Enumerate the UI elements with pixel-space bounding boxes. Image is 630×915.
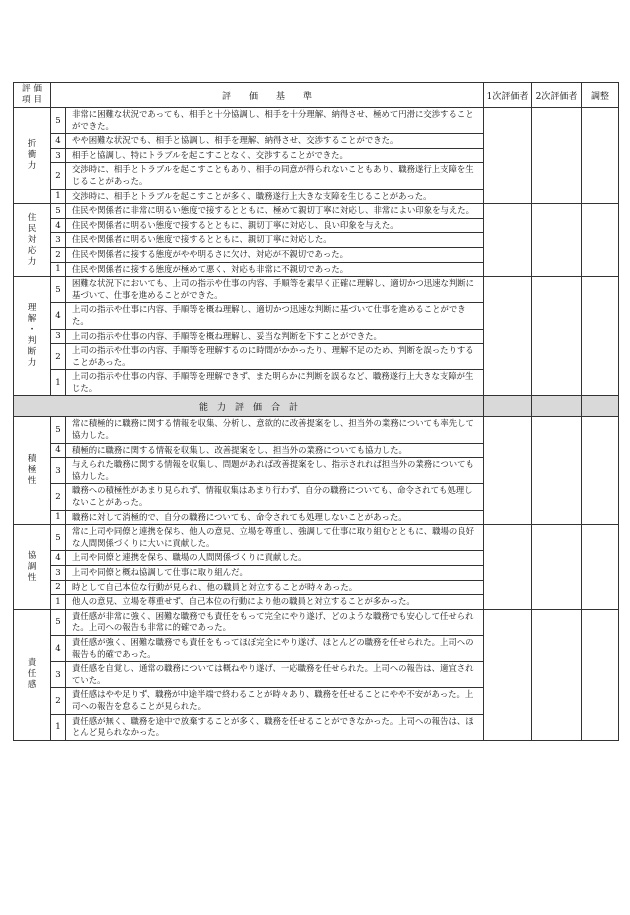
ability-total-adjust[interactable]	[582, 396, 619, 417]
score-cell: 5	[51, 204, 66, 219]
evaluation-table	[13, 82, 619, 741]
ability-total-row	[14, 396, 619, 417]
criteria-row	[14, 108, 619, 134]
score-cell: 5	[51, 108, 66, 134]
criteria-text: 住民や関係者に接する態度が極めて悪く、対応も非常に不親切であった。	[66, 262, 484, 277]
criteria-text: 相手と協調し、特にトラブルを起こすことなく、交渉することができた。	[66, 148, 484, 163]
eval1-cell[interactable]	[484, 277, 532, 396]
header-eval2: 2次評価者	[532, 83, 582, 108]
score-cell: 1	[51, 262, 66, 277]
criteria-text: 職務に対して消極的で、自分の職務についても、命令されても処理しないことがあった。	[66, 510, 484, 525]
score-cell: 4	[51, 635, 66, 661]
criteria-text: 積極的に職務に関する情報を収集し、改善提案をし、担当外の業務についても協力した。	[66, 443, 484, 458]
criteria-text: 上司の指示や仕事の内容、手順等を概ね理解し、妥当な判断を下すことができた。	[66, 329, 484, 344]
criteria-text: 責任感が強く、困難な職務でも責任をもってほぼ完全にやり遂げ、ほとんどの職務を任せられた。上司への報告も的確であった。	[66, 635, 484, 661]
criteria-row	[14, 417, 619, 443]
score-cell: 5	[51, 609, 66, 635]
score-cell: 4	[51, 134, 66, 149]
criteria-text: 上司や同僚と概ね協調して仕事に取り組んだ。	[66, 566, 484, 581]
adjust-cell[interactable]	[582, 108, 619, 204]
score-cell: 3	[51, 566, 66, 581]
score-cell: 3	[51, 148, 66, 163]
score-cell: 2	[51, 163, 66, 189]
eval2-cell[interactable]	[532, 108, 582, 204]
score-cell: 2	[51, 484, 66, 510]
score-cell: 1	[51, 189, 66, 204]
adjust-cell[interactable]	[582, 525, 619, 610]
criteria-row	[14, 204, 619, 219]
header-adjust: 調整	[582, 83, 619, 108]
criteria-text: 困難な状況下においても、上司の指示や仕事の内容、手順等を素早く正確に理解し、適切かつ迅速な判断に基づいて、仕事を進めることができた。	[66, 277, 484, 303]
criteria-text: 非常に困難な状況であっても、相手と十分協調し、相手を十分理解、納得させ、極めて円滑に交渉することができた。	[66, 108, 484, 134]
criteria-text: 住民や関係者に接する態度がやや明るさに欠け、対応が不親切であった。	[66, 247, 484, 262]
criteria-text: 時として自己本位な行動が見られ、他の職員と対立することが時々あった。	[66, 580, 484, 595]
score-cell: 5	[51, 525, 66, 551]
criteria-text: 責任感はやや足りず、職務が中途半端で終わることが時々あり、職務を任せることにやや不安があった。上司への報告を怠ることが見られた。	[66, 688, 484, 714]
score-cell: 5	[51, 417, 66, 443]
eval1-cell[interactable]	[484, 609, 532, 740]
category-label: 責 任 感	[14, 609, 51, 740]
adjust-cell[interactable]	[582, 204, 619, 277]
score-cell: 3	[51, 233, 66, 248]
score-cell: 4	[51, 303, 66, 329]
header-criteria: 評 価 基 準	[51, 83, 484, 108]
criteria-text: 住民や関係者に非常に明るい態度で接するとともに、極めて親切丁寧に対応し、非常によい印象を与えた。	[66, 204, 484, 219]
score-cell: 2	[51, 580, 66, 595]
criteria-text: やや困難な状況でも、相手と協調し、相手を理解、納得させ、交渉することができた。	[66, 134, 484, 149]
header-row	[14, 83, 619, 108]
eval1-cell[interactable]	[484, 108, 532, 204]
score-cell: 5	[51, 277, 66, 303]
category-label: 住 民 対 応 力	[14, 204, 51, 277]
criteria-text: 交渉時に、相手とトラブルを起こすことが多く、職務遂行上大きな支障を生じることがあった。	[66, 189, 484, 204]
adjust-cell[interactable]	[582, 417, 619, 525]
criteria-text: 上司や同僚と連携を保ち、職場の人間関係づくりに貢献した。	[66, 551, 484, 566]
score-cell: 3	[51, 329, 66, 344]
adjust-cell[interactable]	[582, 609, 619, 740]
eval2-cell[interactable]	[532, 204, 582, 277]
score-cell: 4	[51, 218, 66, 233]
score-cell: 4	[51, 443, 66, 458]
score-cell: 3	[51, 458, 66, 484]
score-cell: 1	[51, 510, 66, 525]
criteria-text: 与えられた職務に関する情報を収集し、問題があれば改善提案をし、指示されれば担当外の業務についても協力した。	[66, 458, 484, 484]
criteria-text: 上司の指示や仕事の内容、手順等を理解できず、また明らかに判断を誤るなど、職務遂行上大きな支障が生じた。	[66, 370, 484, 396]
header-eval1: 1次評価者	[484, 83, 532, 108]
ability-total-eval1[interactable]	[484, 396, 532, 417]
criteria-text: 上司の指示や仕事に内容、手順等を概ね理解し、適切かつ迅速な判断に基づいて仕事を進めることができた。	[66, 303, 484, 329]
eval2-cell[interactable]	[532, 525, 582, 610]
ability-total-label: 能 力 評 価 合 計	[14, 396, 484, 417]
criteria-row	[14, 525, 619, 551]
eval1-cell[interactable]	[484, 204, 532, 277]
eval1-cell[interactable]	[484, 525, 532, 610]
score-cell: 2	[51, 247, 66, 262]
criteria-text: 住民や関係者に明るい態度で接するとともに、親切丁寧に対応し、良い印象を与えた。	[66, 218, 484, 233]
criteria-row	[14, 609, 619, 635]
eval1-cell[interactable]	[484, 417, 532, 525]
criteria-text: 上司の指示や仕事の内容、手順等を理解するのに時間がかかったり、理解不足のため、判断を誤ったりすることがあった。	[66, 344, 484, 370]
score-cell: 4	[51, 551, 66, 566]
criteria-text: 責任感が無く、職務を途中で放棄することが多く、職務を任せることができなかった。上司への報告は、ほとんど見られなかった。	[66, 714, 484, 740]
category-label: 理 解 ・ 判 断 力	[14, 277, 51, 396]
eval2-cell[interactable]	[532, 417, 582, 525]
score-cell: 3	[51, 662, 66, 688]
criteria-text: 常に上司や同僚と連携を保ち、他人の意見、立場を尊重し、強調して仕事に取り組むとともに、職場の良好な人間関係づくりに大いに貢献した。	[66, 525, 484, 551]
score-cell: 1	[51, 370, 66, 396]
adjust-cell[interactable]	[582, 277, 619, 396]
score-cell: 2	[51, 344, 66, 370]
criteria-text: 住民や関係者に明るい態度で接するとともに、親切丁寧に対応した。	[66, 233, 484, 248]
criteria-text: 職務への積極性があまり見られず、情報収集はあまり行わず、自分の職務についても、命令されても処理しないことがあった。	[66, 484, 484, 510]
score-cell: 1	[51, 714, 66, 740]
evaluation-sheet	[13, 82, 618, 741]
category-label: 協 調 性	[14, 525, 51, 610]
category-label: 積 極 性	[14, 417, 51, 525]
criteria-text: 交渉時に、相手とトラブルを起こすこともあり、相手の同意が得られないこともあり、職務遂行上支障を生じることがあった。	[66, 163, 484, 189]
score-cell: 1	[51, 595, 66, 610]
section-group-top	[14, 108, 619, 396]
criteria-text: 責任感を自覚し、通常の職務については概ねやり遂げ、一応職務を任せられた。上司への報告は、適宜されていた。	[66, 662, 484, 688]
criteria-row	[14, 277, 619, 303]
criteria-text: 責任感が非常に強く、困難な職務でも責任をもって完全にやり遂げ、どのような職務でも安心して任せられた。上司への報告も非常に的確であった。	[66, 609, 484, 635]
section-group-bottom	[14, 417, 619, 740]
score-cell: 2	[51, 688, 66, 714]
eval2-cell[interactable]	[532, 277, 582, 396]
criteria-text: 常に積極的に職務に関する情報を収集、分析し、意欲的に改善提案をし、担当外の業務についても率先して協力した。	[66, 417, 484, 443]
category-label: 折 衝 力	[14, 108, 51, 204]
header-item: 評 価 項 目	[14, 83, 51, 108]
criteria-text: 他人の意見、立場を尊重せず、自己本位の行動により他の職員と対立することが多かった。	[66, 595, 484, 610]
ability-total-eval2[interactable]	[532, 396, 582, 417]
eval2-cell[interactable]	[532, 609, 582, 740]
